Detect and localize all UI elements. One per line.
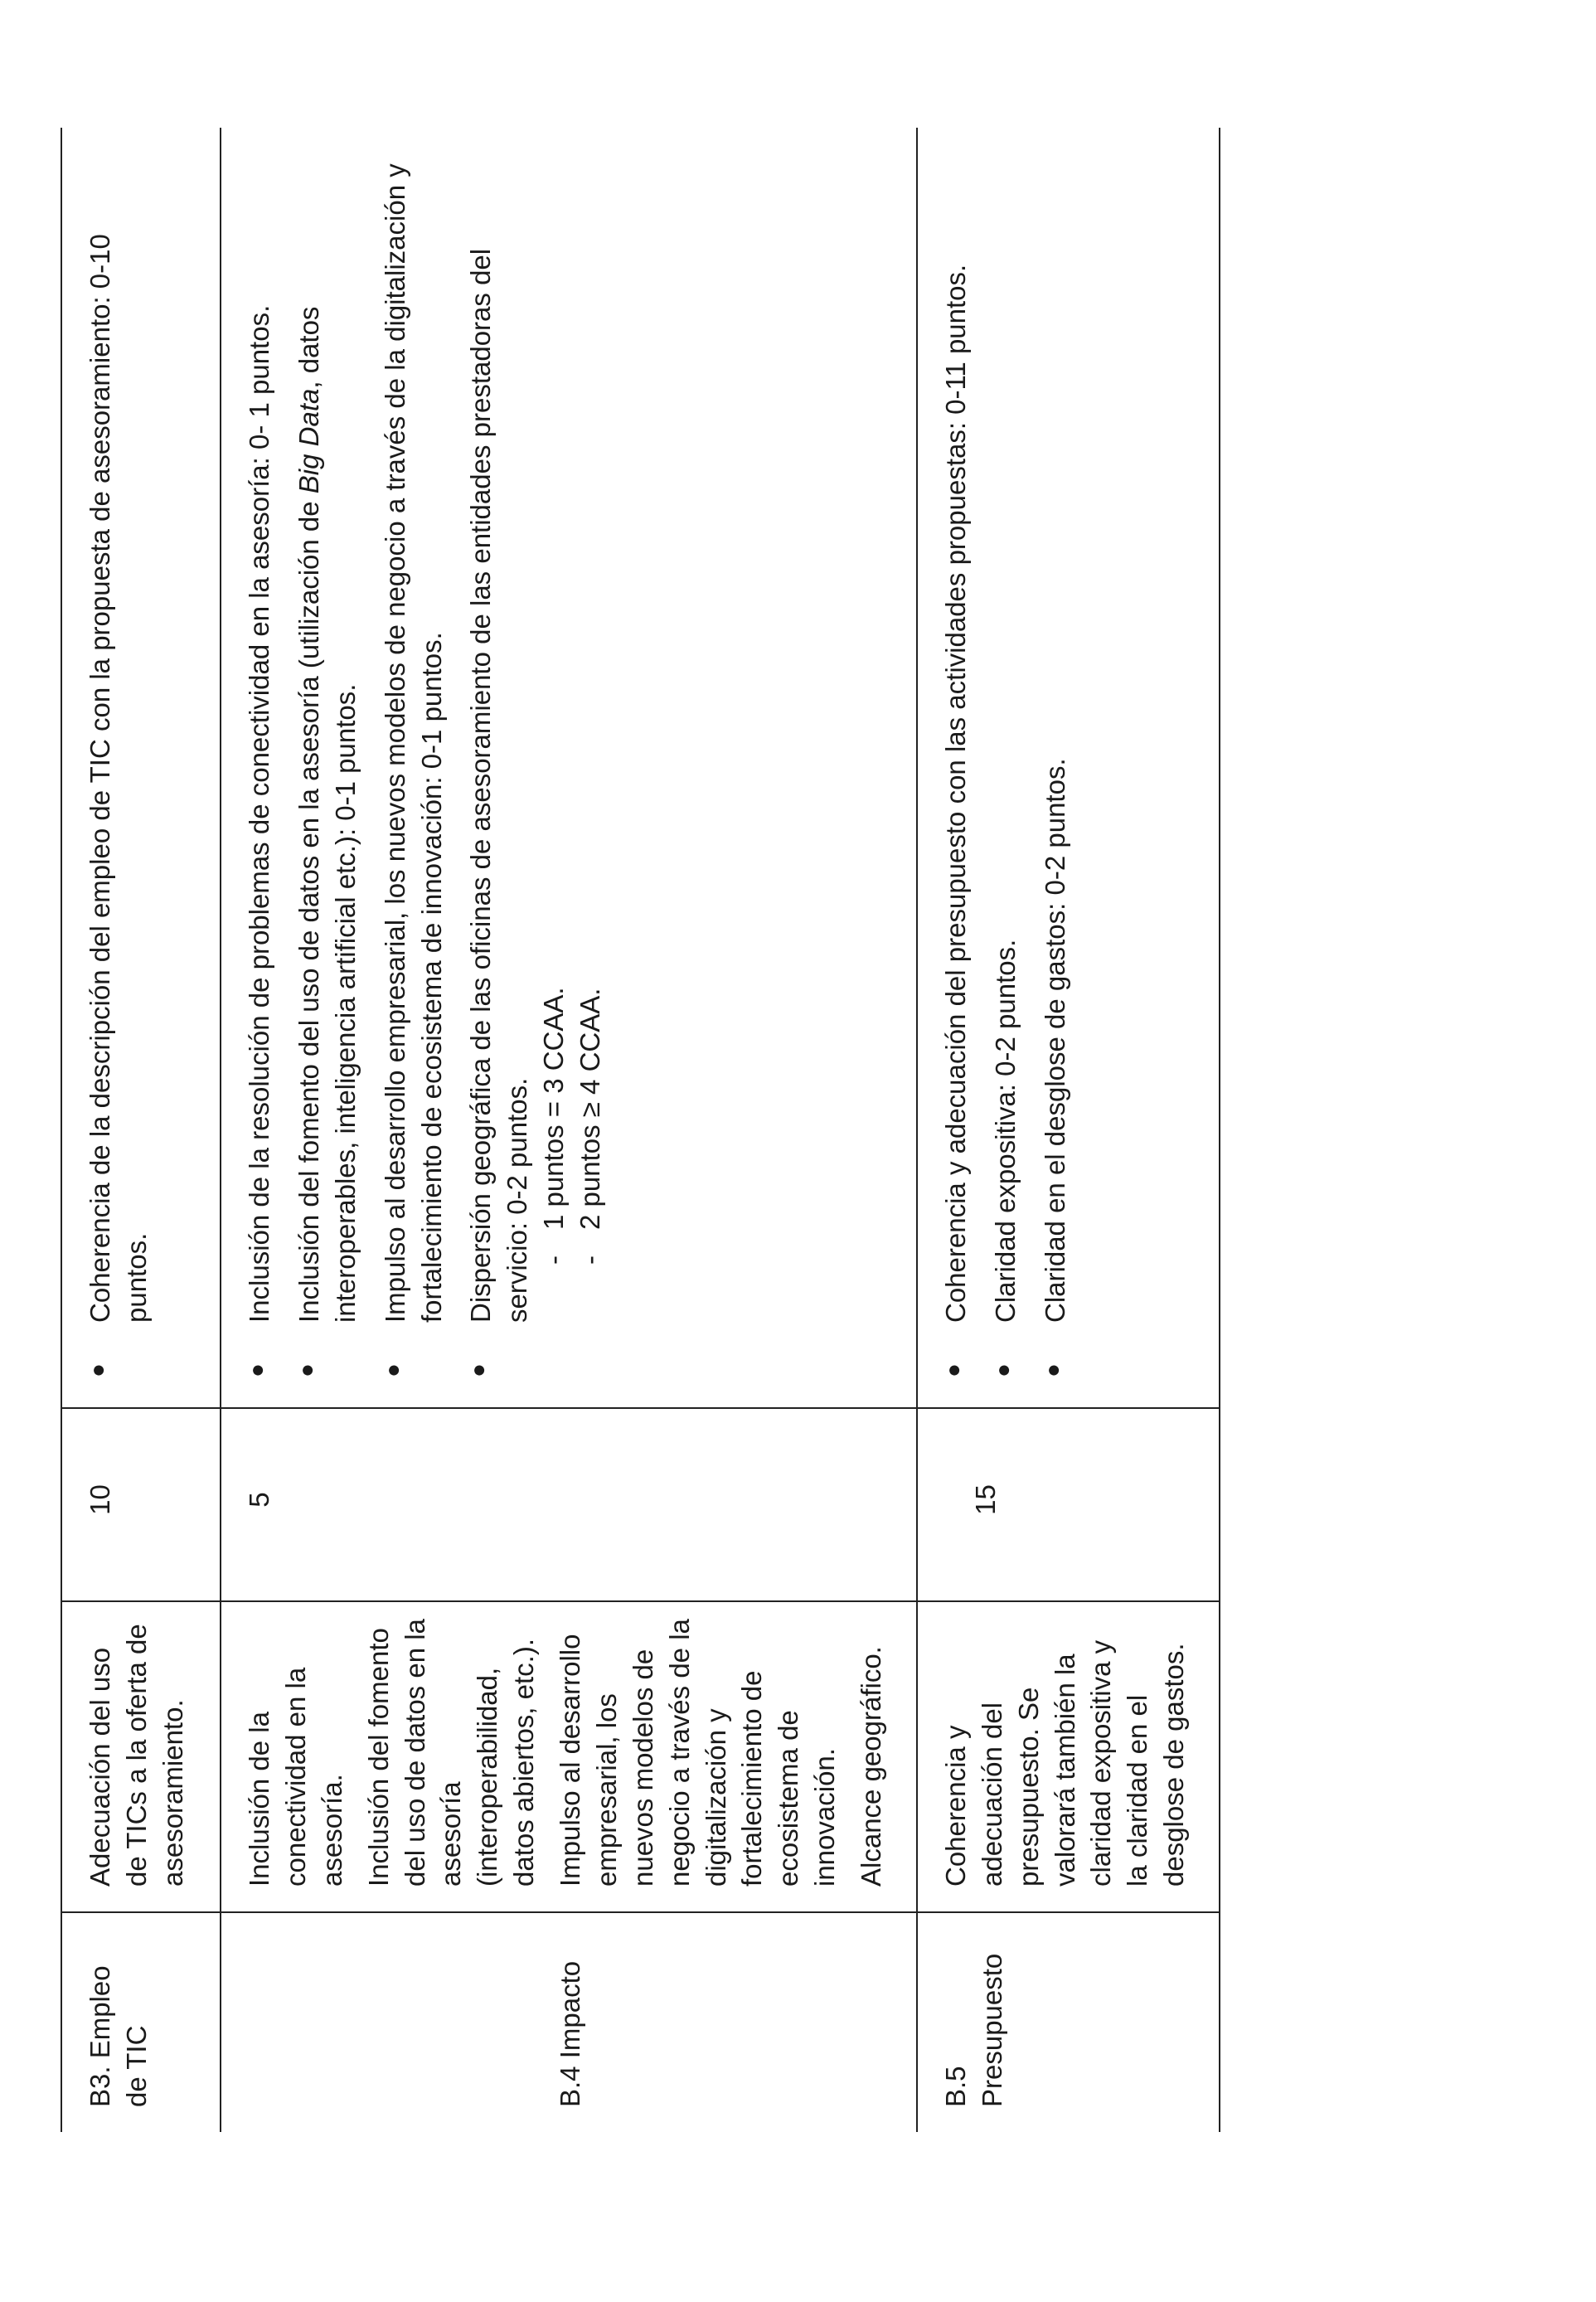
points-cell <box>221 1408 917 1601</box>
criteria-cell <box>917 1601 1220 1912</box>
list-item-text: , datos interoperables, inteligencia artificial etc.): 0-1 puntos. <box>293 306 361 1323</box>
criteria-cell <box>61 1601 221 1912</box>
points-value: 5 <box>244 1492 274 1508</box>
table-row <box>221 128 917 2132</box>
list-item-text: Dispersión geográfica de las oficinas de asesoramiento de las entidades prestadoras del servicio: 0-2 puntos. <box>465 248 533 1323</box>
section-label: B3. Empleo de TIC <box>85 1965 152 2107</box>
points-cell <box>917 1408 1220 1601</box>
section-cell <box>221 1912 917 2132</box>
criteria-text: Coherencia y adecuación del presupuesto. Se valorará también la claridad expositiva y la claridad en el desglose de gastos. <box>939 1639 1190 1887</box>
list-item: ● Claridad expositiva: 0-2 puntos. <box>987 143 1024 1382</box>
section-label: B.4 Impacto <box>555 1960 585 2107</box>
scoring-cell <box>221 128 917 1408</box>
criteria-text: Impulso al desarrollo empresarial, los nuevos modelos de negocio a través de la digitalización y fortalecimiento de ecosistema de innovación. <box>555 1619 841 1887</box>
points-value: 10 <box>85 1484 115 1515</box>
sub-list-item: - 2 puntos ≥ 4 CCAA. <box>572 143 609 1265</box>
scoring-list <box>938 143 1074 1382</box>
list-item: ● Claridad en el desglose de gastos: 0-2 puntos. <box>1037 143 1074 1382</box>
italic-term: Big Data <box>293 388 324 494</box>
list-item <box>291 143 364 1382</box>
list-item-text: Inclusión del fomento del uso de datos en la asesoría (utilización de <box>293 493 324 1323</box>
section-label: B.5 Presupuesto <box>939 1953 1007 2107</box>
points-value: 15 <box>969 1484 1001 1515</box>
points-cell <box>61 1408 221 1601</box>
list-item <box>463 143 609 1382</box>
evaluation-criteria-table <box>61 128 1220 2132</box>
table-row <box>917 128 1220 2132</box>
scoring-list <box>241 143 609 1382</box>
sub-list <box>536 143 609 1323</box>
section-cell <box>917 1912 1220 2132</box>
sub-list-item: - 1 puntos = 3 CCAA. <box>536 143 572 1265</box>
table-row <box>61 128 221 2132</box>
scoring-list <box>82 143 155 1382</box>
scoring-cell <box>917 128 1220 1408</box>
list-item: ● Coherencia de la descripción del empleo de TIC con la propuesta de asesoramiento: 0-10 puntos. <box>82 143 155 1382</box>
scoring-cell <box>61 128 221 1408</box>
list-item: ● Coherencia y adecuación del presupuesto con las actividades propuestas: 0-11 puntos. <box>938 143 974 1382</box>
list-item: ● Inclusión de la resolución de problemas de conectividad en la asesoría: 0- 1 puntos. <box>241 143 278 1382</box>
list-item: ● Impulso al desarrollo empresarial, los nuevos modelos de negocio a través de la digitalización y fortalecimiento de ecosistema de innovación: 0-1 puntos. <box>377 143 450 1382</box>
criteria-text: Adecuación del uso de TICs a la oferta de asesoramiento. <box>85 1624 188 1887</box>
criteria-text: Alcance geográfico. <box>856 1646 886 1887</box>
section-cell <box>61 1912 221 2132</box>
criteria-text: Inclusión del fomento del uso de datos en la asesoría (interoperabilidad, datos abiertos, etc.). <box>362 1619 540 1887</box>
criteria-cell <box>221 1601 917 1912</box>
criteria-text: Inclusión de la conectividad en la asesoría. <box>244 1667 347 1887</box>
